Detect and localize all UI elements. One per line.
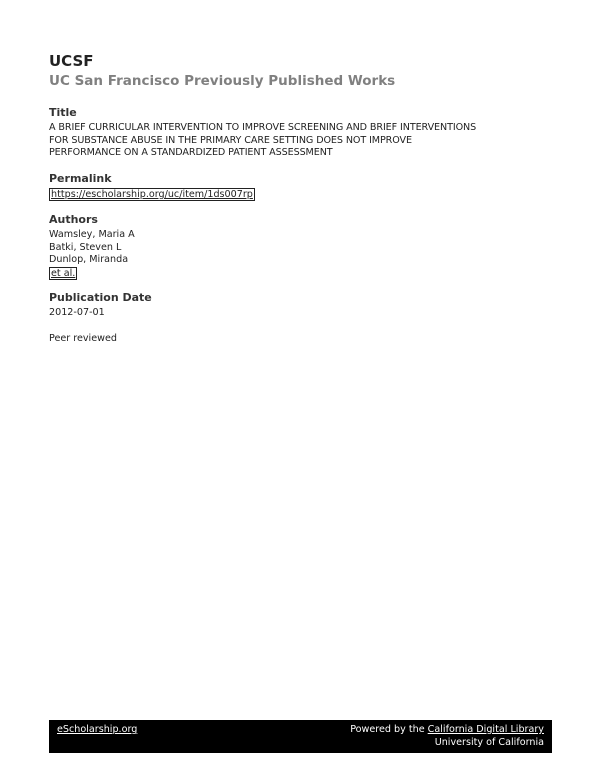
- publication-date: 2012-07-01: [49, 307, 105, 318]
- permalink-label: Permalink: [49, 172, 112, 185]
- cdl-link[interactable]: California Digital Library: [427, 724, 544, 735]
- powered-by-text: Powered by the: [350, 724, 428, 735]
- more-authors-link[interactable]: et al.: [51, 267, 76, 279]
- title-label: Title: [49, 106, 77, 119]
- series-name: UC San Francisco Previously Published Works: [49, 73, 396, 89]
- article-title: [49, 122, 549, 160]
- permalink-container: [49, 188, 255, 202]
- footer-credits: [350, 724, 544, 749]
- author-name: Dunlop, Miranda: [49, 254, 129, 265]
- authors-label: Authors: [49, 213, 98, 226]
- author-name: Batki, Steven L: [49, 241, 122, 253]
- authors-list: [49, 229, 135, 280]
- publication-date-label: Publication Date: [49, 291, 152, 304]
- permalink-link[interactable]: https://escholarship.org/uc/item/1ds007rp: [51, 189, 253, 200]
- title-line: A BRIEF CURRICULAR INTERVENTION TO IMPROVE SCREENING AND BRIEF INTERVENTIONS: [49, 122, 477, 133]
- title-line: FOR SUBSTANCE ABUSE IN THE PRIMARY CARE SETTING DOES NOT IMPROVE: [49, 134, 412, 146]
- campus-name: UCSF: [49, 52, 94, 70]
- author-name: Wamsley, Maria A: [49, 229, 135, 240]
- institution-name: University of California: [434, 736, 544, 748]
- powered-by-line: [350, 724, 544, 737]
- title-line: PERFORMANCE ON A STANDARDIZED PATIENT ASSESSMENT: [49, 147, 333, 158]
- footer-bar: [49, 720, 552, 753]
- peer-review-status: Peer reviewed: [49, 333, 117, 344]
- escholarship-link[interactable]: eScholarship.org: [57, 724, 138, 735]
